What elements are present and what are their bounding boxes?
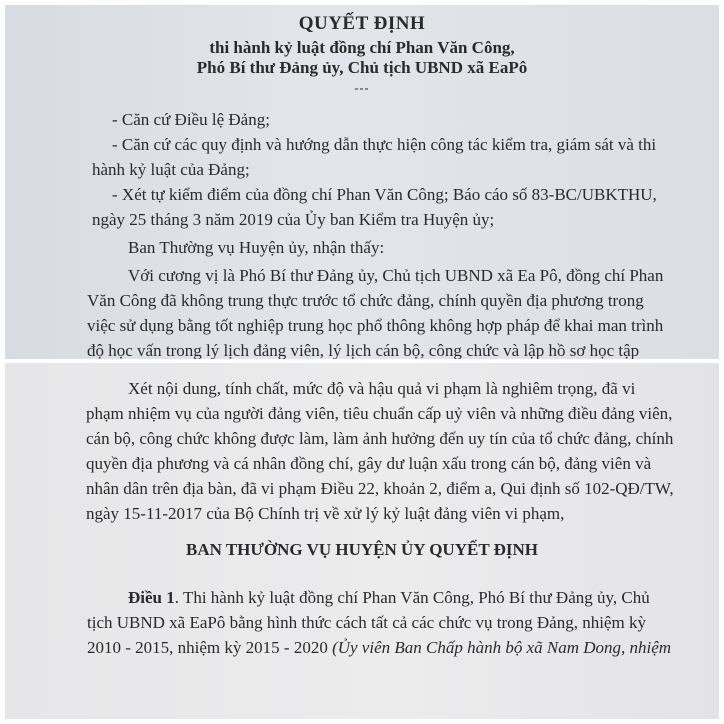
consideration-line-3: cán bộ, công chức không được làm, làm ảnh hưởng đến uy tín của tổ chức đảng, chính: [86, 429, 674, 448]
article-1-label: Điều 1: [128, 588, 175, 607]
title-divider: ---: [354, 81, 370, 95]
basis-line-3: hành kỷ luật của Đảng;: [92, 160, 250, 179]
document-subtitle-line-2: Phó Bí thư Đảng ủy, Chủ tịch UBND xã EaPô: [196, 58, 528, 77]
basis-line-2: - Căn cứ các quy định và hướng dẫn thực hiện công tác kiểm tra, giám sát và thi: [112, 135, 657, 154]
article-1-line-2: tịch UBND xã EaPô bằng hình thức cách tất cả các chức vụ trong Đảng, nhiệm kỳ: [87, 613, 646, 632]
document-photo-top: [5, 5, 719, 359]
basis-line-4: - Xét tự kiểm điểm của đồng chí Phan Văn Công; Báo cáo số 83-BC/UBKTHU,: [112, 185, 657, 204]
document-title: QUYẾT ĐỊNH: [298, 13, 426, 34]
basis-line-5: ngày 25 tháng 3 năm 2019 của Ủy ban Kiểm tra Huyện ủy;: [92, 210, 495, 229]
article-1-line-3: [87, 638, 671, 658]
finding-line-3: việc sử dụng bằng tốt nghiệp trung học phổ thông không hợp pháp để khai man trình: [87, 316, 664, 335]
consideration-line-5: nhân dân trên địa bàn, đã vi phạm Điều 22, khoản 2, điểm a, Qui định số 102-QĐ/TW,: [86, 479, 674, 498]
consideration-line-6: ngày 15-11-2017 của Bộ Chính trị về xử lý kỷ luật đảng viên vi phạm,: [86, 504, 565, 523]
document-subtitle-line-1: thi hành kỷ luật đồng chí Phan Văn Công,: [209, 38, 515, 57]
finding-line-1: Với cương vị là Phó Bí thư Đảng ủy, Chủ tịch UBND xã Ea Pô, đồng chí Phan: [128, 266, 664, 285]
basis-line-1: - Căn cứ Điều lệ Đảng;: [112, 110, 270, 129]
article-1-line-1: [128, 588, 650, 608]
finding-line-2: Văn Công đã không trung thực trước tổ chức đảng, chính quyền địa phương trong: [87, 291, 644, 310]
decision-heading: BAN THƯỜNG VỤ HUYỆN ỦY QUYẾT ĐỊNH: [185, 540, 538, 559]
finding-line-4: độ học vấn trong lý lịch đảng viên, lý lịch cán bộ, công chức và lập hồ sơ học tập: [87, 341, 640, 359]
article-1-line-3-italic-text: (Ủy viên Ban Chấp hành bộ xã Nam Dong, nhiệm: [332, 638, 672, 657]
document-photo-bottom: [5, 363, 719, 719]
committee-observation-line: Ban Thường vụ Huyện ủy, nhận thấy:: [128, 238, 385, 257]
article-1-line-1-text: . Thi hành kỷ luật đồng chí Phan Văn Công, Phó Bí thư Đảng ủy, Chủ: [174, 588, 650, 607]
consideration-line-2: phạm nhiệm vụ của người đảng viên, tiêu chuẩn cấp uỷ viên và những điều đảng viên,: [86, 404, 673, 423]
consideration-line-4: quyền địa phương và cá nhân đồng chí, gây dư luận xấu trong cán bộ, đảng viên và: [86, 454, 652, 473]
article-1-line-3-text: 2010 - 2015, nhiệm kỳ 2015 - 2020: [87, 638, 333, 657]
consideration-line-1: Xét nội dung, tính chất, mức độ và hậu quả vi phạm là nghiêm trọng, đã vi: [128, 379, 636, 398]
